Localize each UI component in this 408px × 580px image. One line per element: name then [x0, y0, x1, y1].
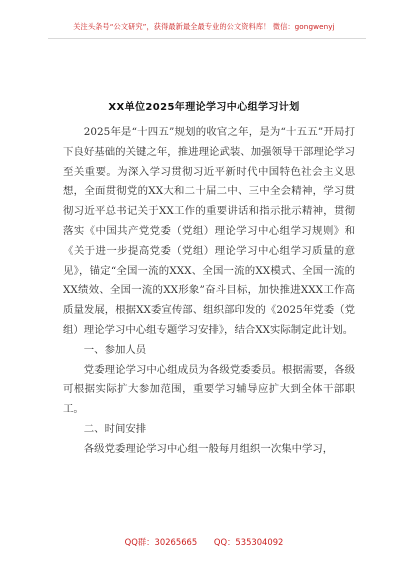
section-heading-schedule: 二、时间安排	[83, 422, 147, 435]
footer-qq: QQ：535304092	[213, 537, 284, 547]
document-title: XX单位2025年理论学习中心组学习计划	[108, 102, 300, 113]
document-body	[63, 123, 355, 460]
header-banner: 关注头条号“公文研究”，获得最新最全最专业的公文资料库！ 微信：gongwenyj	[73, 22, 335, 31]
footer-qq-group: QQ群：30265665	[124, 537, 198, 547]
intro-paragraph: 2025年是“十四五”规划的收官之年，是为“十五五”开局打下良好基础的关键之年，推进理论武装、加强领导干部理论学习至关重要。为深入学习贯彻习近平新时代中国特色社会主义思想，全面贯彻党的XX大和二十届二中、三中全会精神，学习贯彻习近平总书记关于XX工作的重要讲话和指示批示精神，贯彻落实《中国共产党党委（党组）理论学习中心组学习规则》和《关于进一步提高党委（党组）理论学习中心组学习质量的意见》，锚定“全国一流的XXX、全国一流的XX模式、全国一流的XX绩效、全国一流的XX形象”奋斗目标，加快推进XXX工作高质量发展，根据XX委宣传部、组织部印发的《2025年党委（党组）理论学习中心组专题学习安排》，结合XX实际制定此计划。	[63, 126, 355, 336]
header-divider	[48, 38, 366, 39]
section-heading-participants: 一、参加人员	[83, 343, 147, 356]
section-text-participants: 党委理论学习中心组成员为各级党委委员。根据需要，各级可根据实际扩大参加范围，重要学习辅导应扩大到全体干部职工。	[63, 363, 355, 416]
section-text-schedule: 各级党委理论学习中心组一般每月组织一次集中学习，	[83, 442, 334, 455]
footer-contact	[0, 536, 408, 548]
